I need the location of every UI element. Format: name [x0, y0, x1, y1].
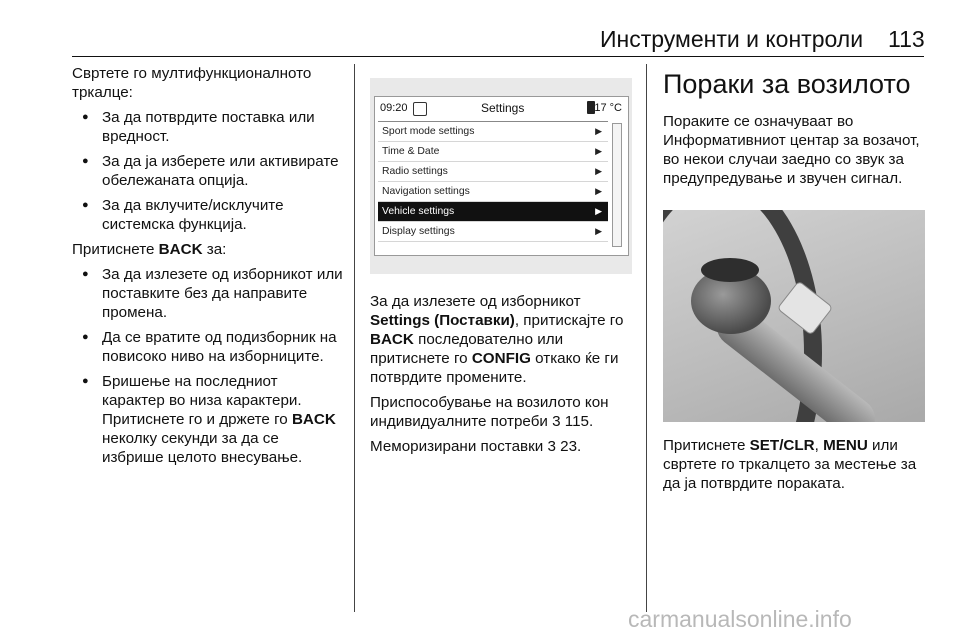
settings-menu-name: Settings (Поставки) — [370, 312, 515, 329]
menu-item-label: Vehicle settings — [382, 206, 455, 217]
text-span: Бришење на последниот карактер во низа карактери. Притиснете го и држете го — [102, 373, 302, 428]
col1-bullet: ● За да излезете од изборникот или поставките без да направите промена. — [72, 265, 344, 322]
screen-title: Settings — [481, 101, 525, 115]
sync-icon — [413, 102, 427, 116]
col1-bullet: ● За да потврдите поставка или вредност. — [72, 108, 344, 146]
page-number: 113 — [888, 26, 925, 52]
menu-scrollbar[interactable] — [612, 123, 622, 247]
text-span: последователно или притиснете го — [370, 331, 564, 367]
menu-item-sport-mode[interactable] — [378, 122, 608, 142]
chevron-right-icon: ▶ — [595, 146, 602, 156]
col1-bullet: ● Да се вратите од подизборник на повисоко ниво на изборниците. — [72, 328, 344, 366]
page-ref-arrow-icon: 3 — [547, 438, 556, 455]
col1-bullet — [72, 372, 344, 467]
chevron-right-icon: ▶ — [595, 226, 602, 236]
column-divider-left — [354, 64, 355, 612]
page-header-title: Инструменти и контроли — [600, 26, 864, 52]
menu-item-vehicle[interactable] — [378, 202, 608, 222]
text-span: за: — [202, 241, 227, 258]
page-ref-arrow-icon: 3 — [552, 413, 561, 430]
set-clr-key-label: SET/CLR — [749, 437, 815, 454]
page-ref[interactable]: 115. — [564, 413, 594, 430]
menu-item-time-date[interactable] — [378, 142, 608, 162]
config-key-label: CONFIG — [471, 350, 531, 367]
header-rule — [72, 56, 924, 57]
text-span: или свртете го тркалцето за местење за да ја потврдите пораката. — [663, 437, 917, 492]
text-span: неколку секунди за да се избрише целото внесување. — [102, 430, 303, 466]
menu-item-radio[interactable] — [378, 162, 608, 182]
text-span: Притиснете — [663, 437, 750, 454]
col2-exit-instructions — [370, 292, 632, 387]
back-key-label: BACK — [158, 241, 203, 258]
menu-item-label: Radio settings — [382, 166, 448, 177]
back-key-label: BACK — [370, 331, 414, 348]
stalk-ring — [701, 258, 759, 282]
col2-personalization-ref — [370, 393, 632, 431]
chevron-right-icon: ▶ — [595, 206, 602, 216]
text-span: За да излезете од изборникот — [370, 293, 581, 310]
col1-bullet: ● За да ја изберете или активирате обележаната опција. — [72, 152, 344, 190]
screen-status-bar — [375, 97, 628, 119]
col1-bullet-list-2 — [72, 265, 344, 467]
col1-press-back — [72, 240, 344, 259]
chevron-right-icon: ▶ — [595, 186, 602, 196]
screen-temperature: 17 °C — [594, 102, 622, 114]
menu-item-label: Time & Date — [382, 146, 440, 157]
menu-item-display[interactable] — [378, 222, 608, 242]
menu-item-navigation[interactable] — [378, 182, 608, 202]
chevron-right-icon: ▶ — [595, 126, 602, 136]
text-span: откако ќе ги потврдите промените. — [370, 350, 619, 386]
col1-intro: Свртете го мултифункционалното тркалце: — [72, 65, 312, 101]
back-key-label: BACK — [291, 411, 336, 428]
text-span: Меморизирани поставки — [370, 438, 548, 455]
col3-intro: Пораките се означуваат во Информативниот центар за возачот, во некои случаи заедно со звук за предупредување и звучен сигнал. — [663, 113, 920, 187]
settings-menu — [378, 121, 608, 242]
chevron-right-icon: ▶ — [595, 166, 602, 176]
text-span: Приспособување на возилото кон индивидуалните потреби — [370, 394, 609, 430]
column-1 — [72, 64, 344, 473]
column-divider-right — [646, 64, 647, 612]
text-span: , — [814, 437, 824, 454]
menu-key-label: MENU — [823, 437, 868, 454]
menu-item-label: Navigation settings — [382, 186, 470, 197]
col1-bullet-list — [72, 108, 344, 234]
column-2 — [370, 292, 632, 462]
col1-bullet: ● За да вклучите/исклучите системска функција. — [72, 196, 344, 234]
column-3-lower — [663, 436, 925, 499]
watermark: carmanualsonline.info — [628, 606, 852, 632]
column-3 — [663, 64, 925, 194]
col2-memorized-ref — [370, 437, 632, 456]
screen-clock: 09:20 — [380, 102, 408, 114]
menu-item-label: Sport mode settings — [382, 126, 475, 137]
menu-item-label: Display settings — [382, 226, 455, 237]
col3-press-instructions — [663, 436, 925, 493]
settings-screen-figure — [370, 78, 632, 274]
display-screen — [374, 96, 629, 256]
section-title: Пораки за возилото — [663, 69, 911, 99]
text-span: , притискајте го — [514, 312, 624, 329]
page-ref[interactable]: 23. — [560, 438, 582, 455]
text-span: Притиснете — [72, 241, 159, 258]
steering-stalk-photo — [663, 210, 925, 422]
